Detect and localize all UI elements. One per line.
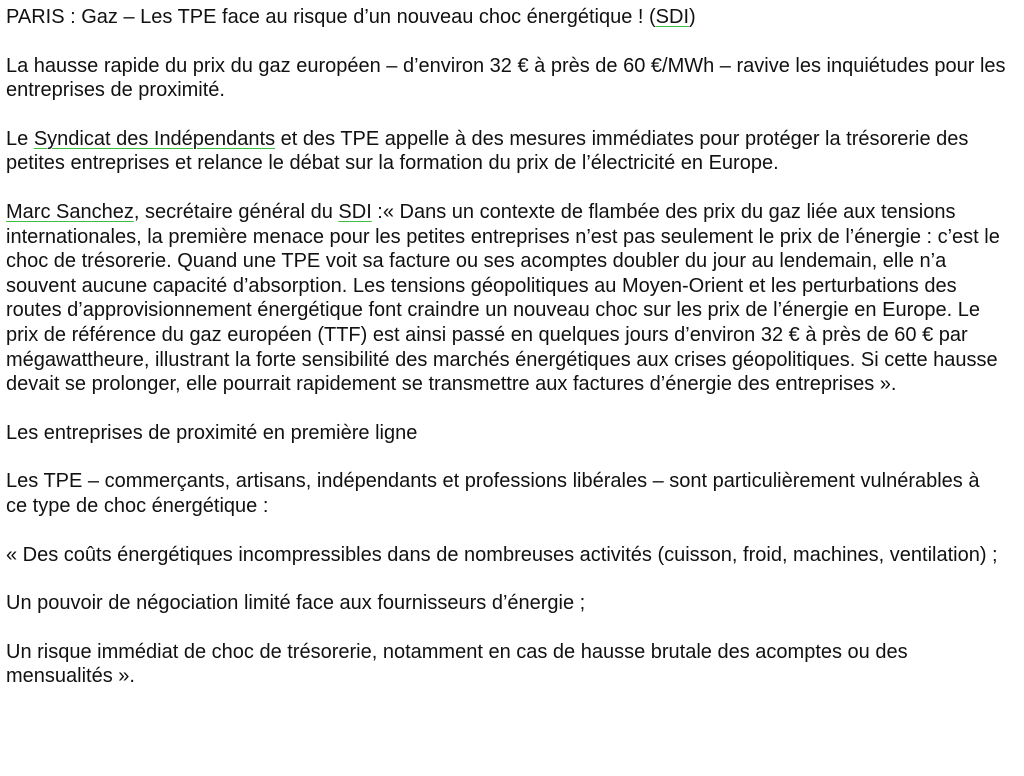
syndicat-link[interactable]: Syndicat des Indépendants — [33, 127, 276, 150]
marc-sanchez-link[interactable]: Marc Sanchez — [6, 200, 134, 223]
title-text-after: ) — [689, 6, 696, 28]
vulnerable-paragraph: Les TPE – commerçants, artisans, indépendants et professions libérales – sont particulièrement vulnérables à ce type de choc énergétique : — [6, 470, 980, 517]
syndicat-text-before: Le — [6, 127, 34, 150]
syndicat-paragraph — [6, 127, 1006, 176]
list-item-costs: « Des coûts énergétiques incompressibles dans de nombreuses activités (cuisson, froid, machines, ventilation) ; — [6, 543, 998, 566]
section-heading: Les entreprises de proximité en première ligne — [6, 421, 418, 444]
quote-text-after: :« Dans un contexte de flambée des prix du gaz liée aux tensions internationales, la première menace pour les petites entreprises n’est pas seulement le prix de l’énergie : c’est le choc de trésorerie. Quand une TPE voit sa facture ou ses acomptes doubler du jour au lendemain, elle n’a souvent aucune capacité d’absorption. Les tensions géopolitiques au Moyen-Orient et les perturbations des routes d’approvisionnement énergétique font craindre un nouveau choc sur les prix de l’énergie en Europe. Le prix de référence du gaz européen (TTF) est ainsi passé en quelques jours d’environ 32 € à près de 60 € par mégawattheure, illustrant la forte sensibilité des marchés énergétiques aux crises géopolitiques. Si cette hausse devait se prolonger, elle pourrait rapidement se transmettre aux factures d’énergie des entreprises ». — [6, 200, 1000, 396]
quote-paragraph — [6, 200, 1006, 397]
document-body — [6, 5, 1006, 689]
sdi-link-2[interactable]: SDI — [338, 200, 372, 223]
list-item-treasury: Un risque immédiat de choc de trésorerie, notamment en cas de hausse brutale des acomptes ou des mensualités ». — [6, 640, 908, 688]
title-text-before: PARIS : Gaz – Les TPE face au risque d’un nouveau choc énergétique ! ( — [6, 6, 656, 28]
intro-paragraph: La hausse rapide du prix du gaz européen – d’environ 32 € à près de 60 €/MWh – ravive les inquiétudes pour les entreprises de proximité. — [6, 54, 1006, 102]
syndicat-text-after: et des TPE appelle à des mesures immédiates pour protéger la trésorerie des petites entreprises et relance le débat sur la formation du prix de l’électricité en Europe. — [6, 127, 969, 175]
document-title — [6, 5, 1006, 30]
list-item-negotiation: Un pouvoir de négociation limité face aux fournisseurs d’énergie ; — [6, 592, 586, 615]
sdi-link[interactable]: SDI — [655, 6, 689, 28]
quote-text-middle: , secrétaire général du — [133, 200, 339, 223]
